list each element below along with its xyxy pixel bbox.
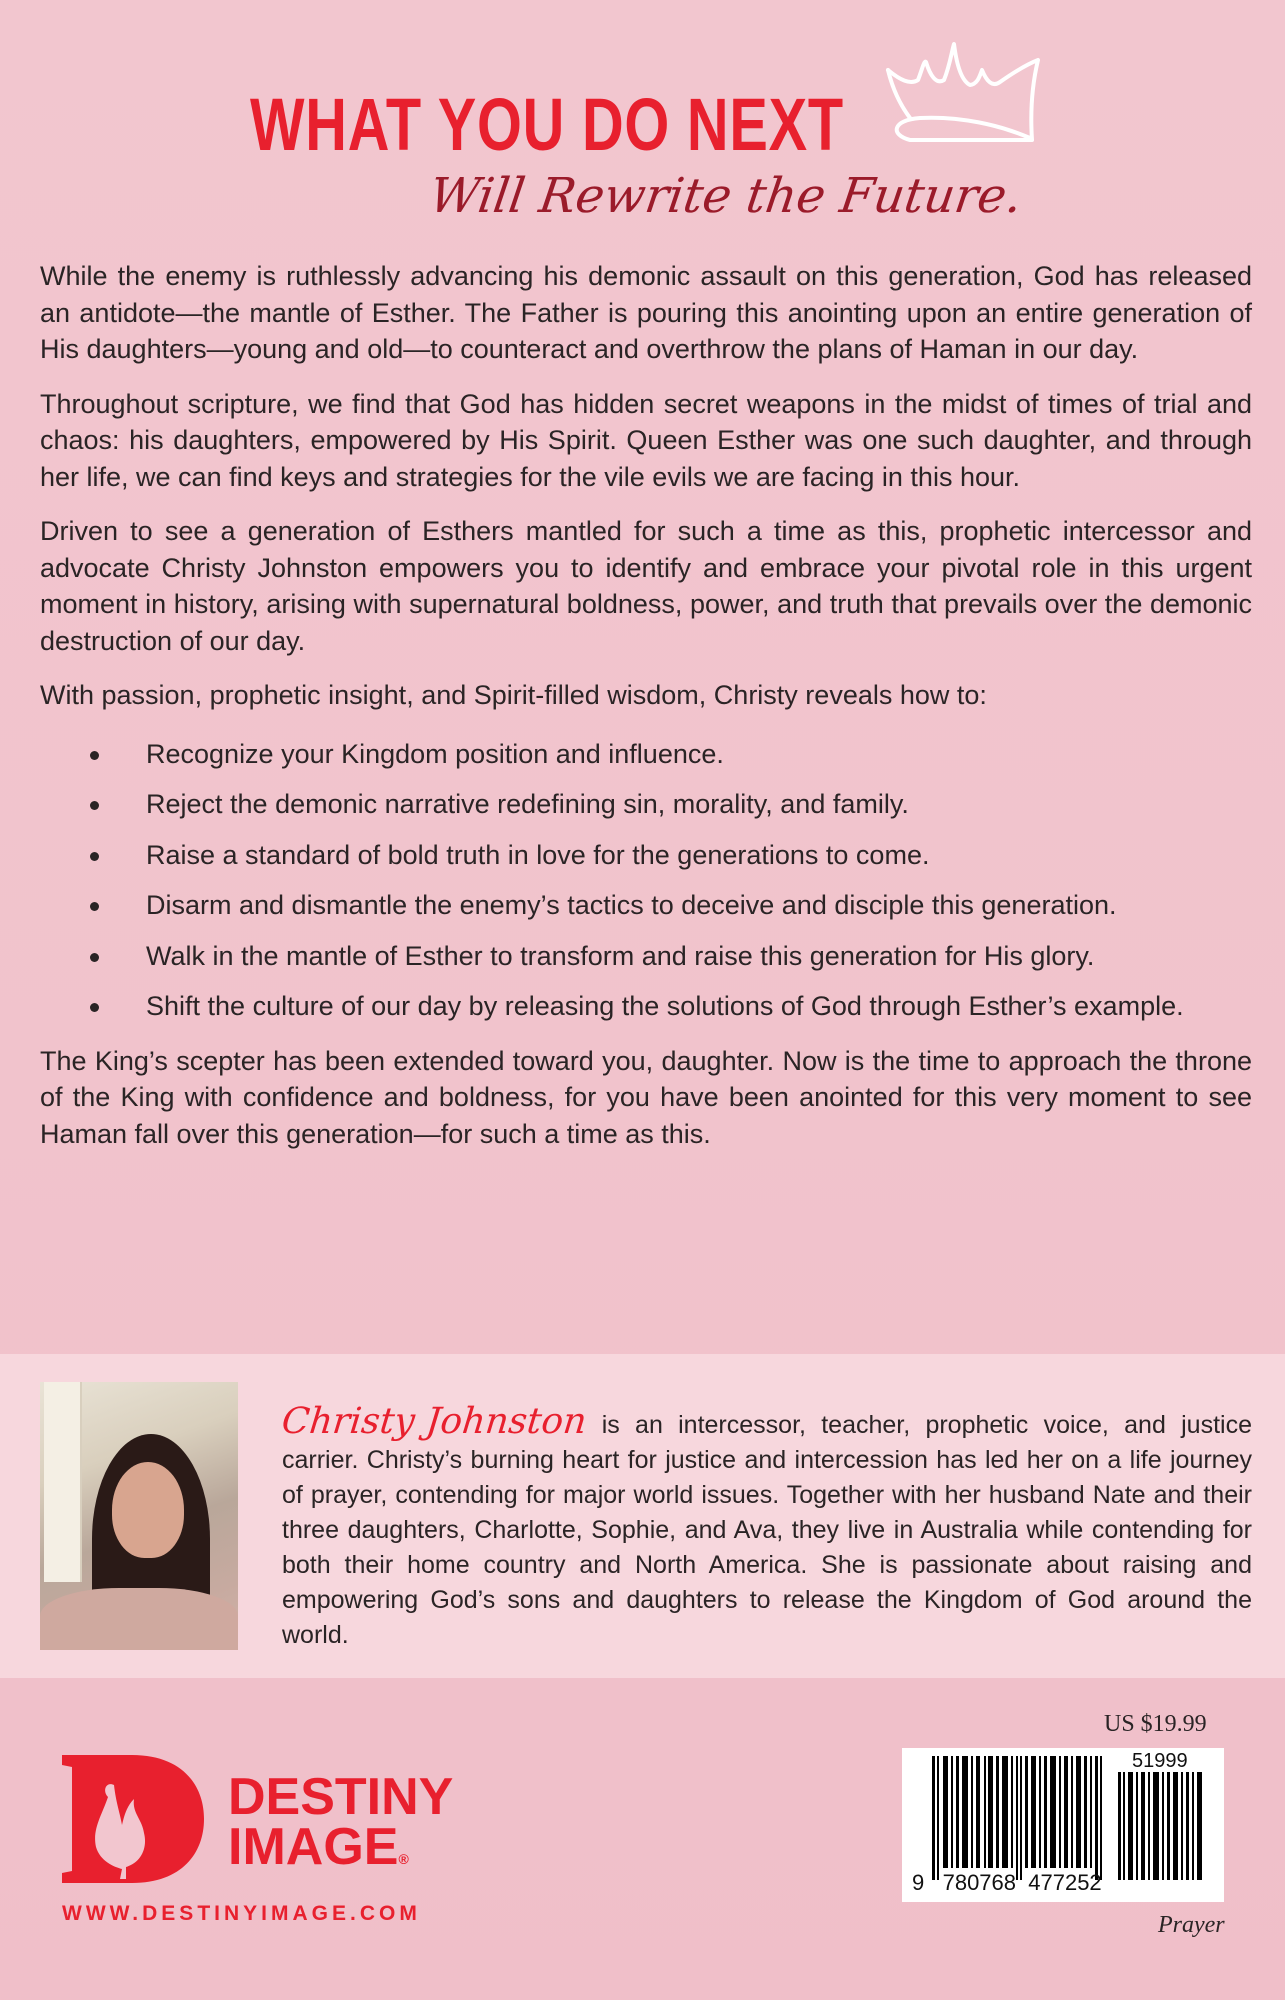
- paragraph: While the enemy is ruthlessly advancing his demonic assault on this generation, God has released an antidote—the mantle of Esther. The Father is pouring this anointing upon an entire generation of His daughters—young and old—to counteract and overthrow the plans of Haman in our day.: [40, 261, 1252, 364]
- isbn-group1: 780768: [942, 1870, 1017, 1895]
- crown-icon: [880, 40, 1050, 150]
- list-item: Raise a standard of bold truth in love for the generations to come.: [40, 837, 1252, 874]
- author-bio-text: is an intercessor, teacher, prophetic voice, and justice carrier. Christy’s burning heart for justice and intercession has led her on a life journey of prayer, contending for major world issues. Together with her husband Nate and their three daughters, Charlotte, Sophie, and Ava, they live in Australia while contending for both their home country and North America. She is passionate about raising and empowering God’s sons and daughters to release the Kingdom of God around the world.: [282, 1411, 1252, 1649]
- book-category: Prayer: [1158, 1912, 1225, 1938]
- author-bio: [279, 1401, 1252, 1653]
- header: [0, 0, 1285, 240]
- barcode-bars: [932, 1756, 1102, 1880]
- publisher-name-line2: IMAGE: [228, 1818, 399, 1876]
- paragraph: With passion, prophetic insight, and Spirit-filled wisdom, Christy reveals how to:: [40, 680, 987, 710]
- destiny-image-logo-icon: [62, 1755, 204, 1883]
- publisher-name-line1: DESTINY: [228, 1768, 454, 1826]
- isbn-digits: [912, 1870, 1102, 1896]
- isbn-barcode: [902, 1748, 1224, 1902]
- list-item: Shift the culture of our day by releasing the solutions of God through Esther’s example.: [40, 988, 1252, 1025]
- isbn-addon-digits: 51999: [1132, 1750, 1188, 1772]
- author-photo: [40, 1382, 238, 1650]
- price: US $19.99: [1104, 1711, 1207, 1737]
- author-name: Christy Johnston: [279, 1401, 589, 1442]
- isbn-lead-digit: 9: [912, 1870, 925, 1895]
- list-item: Reject the demonic narrative redefining sin, morality, and family.: [40, 786, 1252, 823]
- face-graphic: [112, 1462, 184, 1558]
- paragraph: Throughout scripture, we find that God has hidden secret weapons in the midst of times of trial and chaos: his daughters, empowered by His Spirit. Queen Esther was one such daughter, and through her life, we can find keys and strategies for the vile evils we are facing in this hour.: [40, 388, 1252, 492]
- list-item: Disarm and dismantle the enemy’s tactics to deceive and disciple this generation.: [40, 887, 1252, 924]
- publisher-wordmark: [228, 1768, 454, 1884]
- list-item: Recognize your Kingdom position and influence.: [40, 736, 1252, 773]
- back-cover-copy: [40, 258, 1252, 1170]
- subheadline: Will Rewrite the Future.: [426, 168, 1026, 224]
- closing-paragraph: The King’s scepter has been extended toward you, daughter. Now is the time to approach the throne of the King with confidence and boldness, for you have been anointed for this very moment to see Haman fall over this generation—for such a time as this.: [40, 1045, 1252, 1149]
- paragraph: Driven to see a generation of Esthers mantled for such a time as this, prophetic intercessor and advocate Christy Johnston empowers you to identify and embrace your pivotal role in this urgent moment in history, arising with supernatural boldness, power, and truth that prevails over the demonic destruction of our day.: [40, 516, 1252, 656]
- bullet-list: [40, 736, 1252, 1025]
- headline: WHAT YOU DO NEXT: [250, 83, 844, 166]
- isbn-group2: 477252: [1028, 1870, 1102, 1895]
- registered-mark: ®: [398, 1851, 409, 1867]
- addon-barcode-bars: [1118, 1772, 1202, 1880]
- shirt-graphic: [40, 1588, 238, 1650]
- publisher-url: WWW.DESTINYIMAGE.COM: [62, 1902, 421, 1925]
- list-item: Walk in the mantle of Esther to transform and raise this generation for His glory.: [40, 938, 1252, 975]
- pillar-graphic: [44, 1382, 82, 1582]
